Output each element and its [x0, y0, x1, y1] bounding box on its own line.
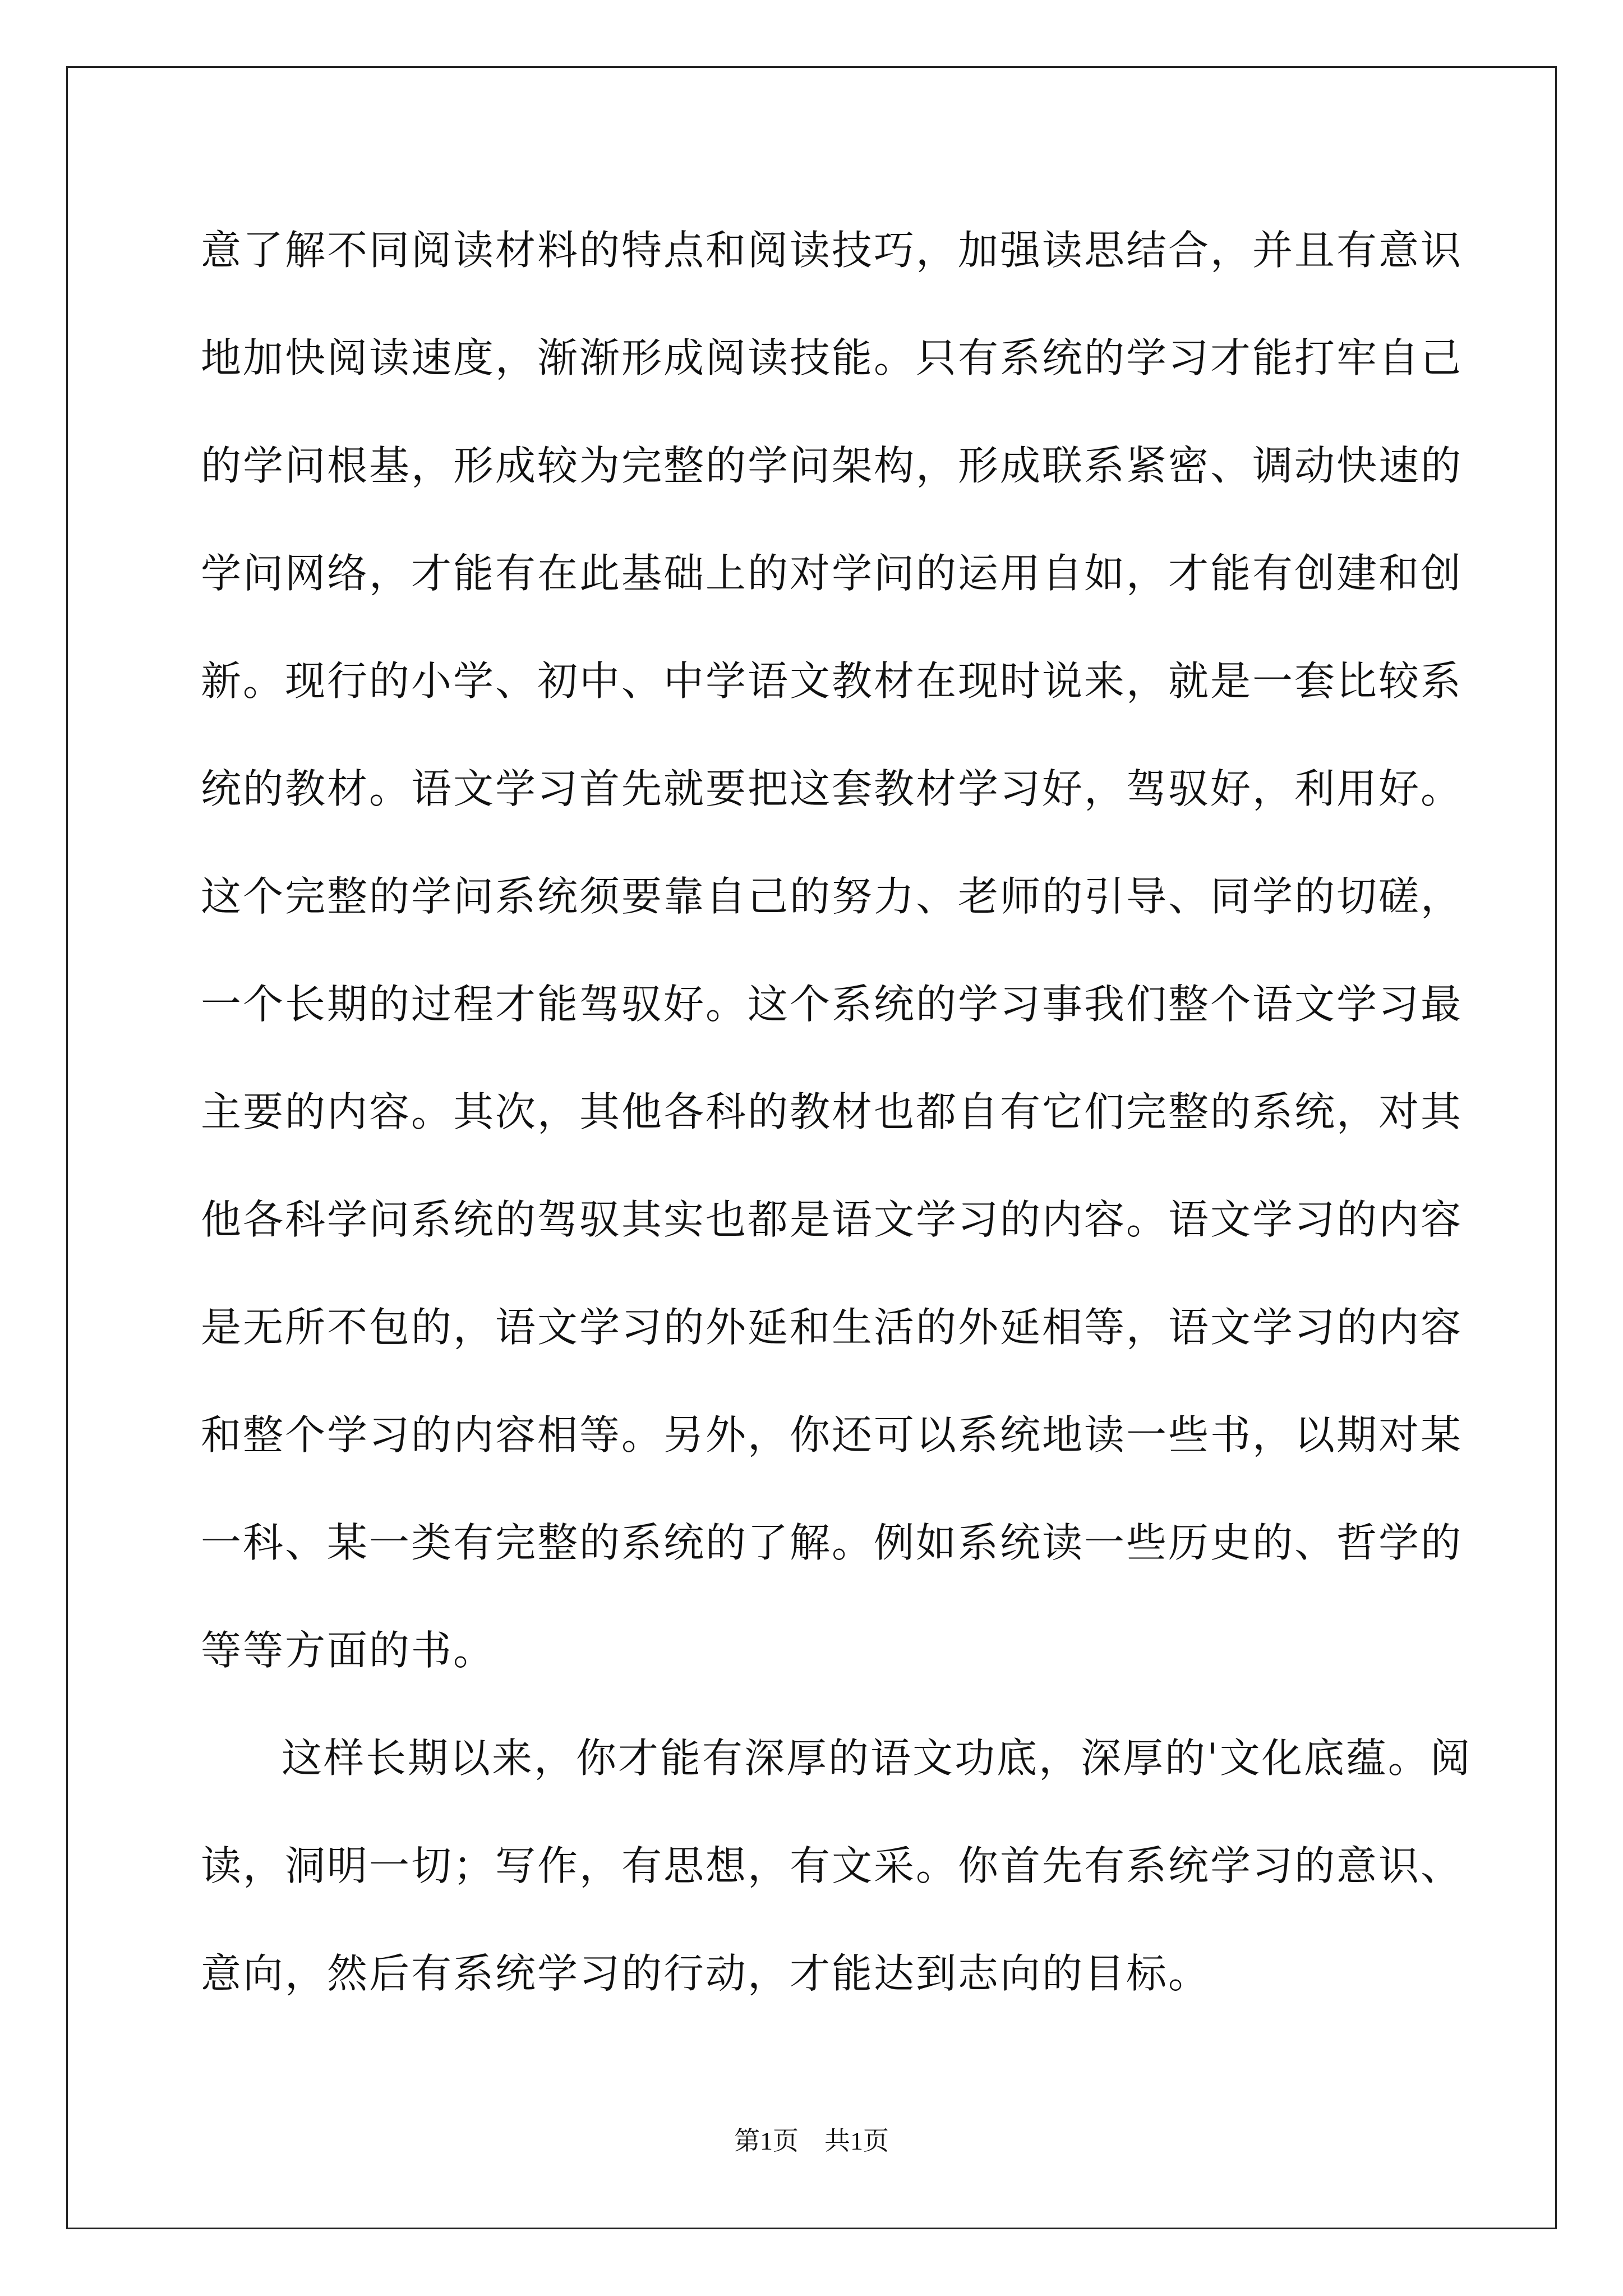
paragraph-start-line: 这样长期以来，你才能有深厚的语文功底，深厚的'文化底蕴。阅 [282, 1734, 1472, 1782]
text-line: 是无所不包的，语文学习的外延和生活的外延相等，语文学习的内容 [201, 1304, 1463, 1351]
text-line: 统的教材。语文学习首先就要把这套教材学习好，驾驭好，利用好。 [201, 765, 1463, 812]
page-number-footer: 第1页 共1页 [734, 2127, 889, 2155]
document-body [201, 220, 1472, 2051]
text-line: 地加快阅读速度，渐渐形成阅读技能。只有系统的学习才能打牢自己 [201, 334, 1463, 381]
text-line: 一个长期的过程才能驾驭好。这个系统的学习事我们整个语文学习最 [201, 981, 1463, 1028]
text-line: 学问网络，才能有在此基础上的对学问的运用自如，才能有创建和创 [201, 550, 1463, 597]
text-line: 意向，然后有系统学习的行动，才能达到志向的目标。 [201, 1950, 1211, 1997]
text-line: 和整个学习的内容相等。另外，你还可以系统地读一些书，以期对某 [201, 1411, 1463, 1458]
text-line: 读，洞明一切；写作，有思想，有文采。你首先有系统学习的意识、 [201, 1842, 1463, 1889]
text-line: 意了解不同阅读材料的特点和阅读技巧，加强读思结合，并且有意识 [201, 227, 1463, 274]
text-line: 等等方面的书。 [201, 1627, 496, 1674]
text-line: 他各科学问系统的驾驭其实也都是语文学习的内容。语文学习的内容 [201, 1196, 1463, 1243]
text-line: 新。现行的小学、初中、中学语文教材在现时说来，就是一套比较系 [201, 657, 1463, 705]
text-line: 的学问根基，形成较为完整的学问架构，形成联系紧密、调动快速的 [201, 442, 1463, 489]
text-line: 这个完整的学问系统须要靠自己的努力、老师的引导、同学的切磋， [201, 873, 1463, 920]
text-line: 主要的内容。其次，其他各科的教材也都自有它们完整的系统，对其 [201, 1088, 1463, 1135]
text-line: 一科、某一类有完整的系统的了解。例如系统读一些历史的、哲学的 [201, 1519, 1463, 1566]
